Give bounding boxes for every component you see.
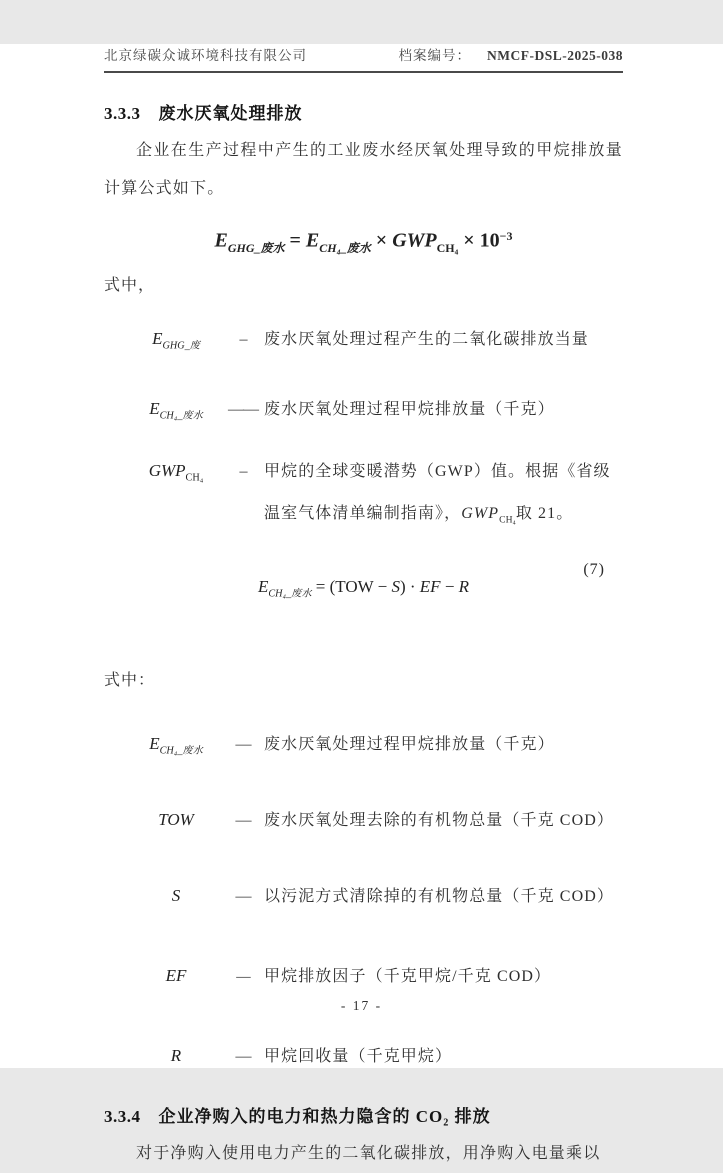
symbol-ef: EF	[165, 966, 187, 986]
definition-row-s	[104, 876, 623, 918]
definition-dash: —	[235, 888, 251, 906]
definition-row-ech4-2	[104, 724, 623, 766]
archive-number-block	[399, 44, 624, 64]
definition-row-ef	[104, 956, 623, 998]
definition-row-gwp	[104, 451, 623, 541]
intro-paragraph-334: 对于净购入使用电力产生的二氧化碳排放，用净购入电量乘以	[136, 1145, 601, 1163]
definition-text: 废水厌氧处理过程甲烷排放量（千克）	[264, 401, 555, 418]
definition-text: 废水厌氧处理过程产生的二氧化碳排放当量	[264, 331, 589, 348]
where-label-1: 式中，	[104, 277, 156, 294]
section-title: 企业净购入的电力和热力隐含的 CO₂ 排放	[158, 1107, 491, 1127]
definition-dash: –	[239, 331, 247, 348]
where-label-2: 式中：	[104, 672, 156, 690]
formula-ch4-wastewater: $E_{CH_4\_废水} = (TOW - S)$ · EF − R	[257, 577, 470, 600]
section-number: 3.3.3	[104, 104, 141, 123]
symbol-gwp: $GWP_{CH_4}$	[148, 461, 204, 484]
company-name: 北京绿碳众诚环境科技有限公司	[104, 48, 307, 63]
definition-text: 甲烷的全球变暖潜势（GWP）值。根据《省级 温室气体清单编制指南》，$GWP_{CH_4}$取 21。	[264, 463, 611, 526]
formula-7-block	[104, 561, 623, 623]
definition-text: 废水厌氧处理过程甲烷排放量（千克）	[264, 736, 555, 754]
definition-row-ech4	[104, 389, 623, 431]
symbol-s: S	[171, 886, 181, 906]
symbol-ech4: $E_{CH_4\_废水}$	[149, 734, 203, 757]
definition-row-eghg	[104, 319, 623, 361]
symbol-ech4: $E_{CH_4\_废水}$	[149, 399, 203, 422]
symbol-r: R	[170, 1046, 182, 1066]
definition-text: 甲烷排放因子（千克甲烷/千克 COD）	[264, 968, 552, 986]
definition-row-r	[104, 1036, 623, 1078]
section-heading-334	[104, 1102, 623, 1127]
section-number: 3.3.4	[104, 1107, 141, 1127]
formula-number: (7)	[583, 561, 605, 579]
definition-dash: —	[235, 736, 251, 754]
definition-text: 以污泥方式清除掉的有机物总量（千克 COD）	[264, 888, 614, 906]
section-heading-333	[104, 99, 623, 124]
document-page	[0, 44, 723, 1163]
definition-text: 废水厌氧处理去除的有机物总量（千克 COD）	[264, 812, 614, 830]
intro-paragraph-333: 企业在生产过程中产生的工业废水经厌氧处理导致的甲烷排放量计算公式如下。	[104, 142, 623, 197]
symbol-eghg: $E_{GHG\_废}$	[152, 329, 200, 352]
definition-dash: –	[239, 463, 247, 480]
definition-dash: —	[236, 969, 250, 986]
page-number: - 17 -	[340, 998, 383, 1013]
archive-number: NMCF-DSL-2025-038	[487, 48, 623, 63]
definition-row-tow	[104, 800, 623, 842]
definition-dash: ——	[228, 401, 258, 418]
definition-text: 甲烷回收量（千克甲烷）	[264, 1048, 453, 1066]
definition-dash: —	[235, 1048, 251, 1066]
symbol-tow: TOW	[158, 810, 194, 830]
section-title: 废水厌氧处理排放	[158, 104, 303, 123]
archive-label: 档案编号：	[398, 48, 471, 63]
formula-ghg-wastewater: $E_{GHG\_废水} = E_{CH_4\_废水} \times GWP_{CH_4} \times 10^{-3}$	[214, 229, 513, 255]
definition-dash: —	[235, 812, 251, 830]
document-header	[104, 44, 623, 73]
